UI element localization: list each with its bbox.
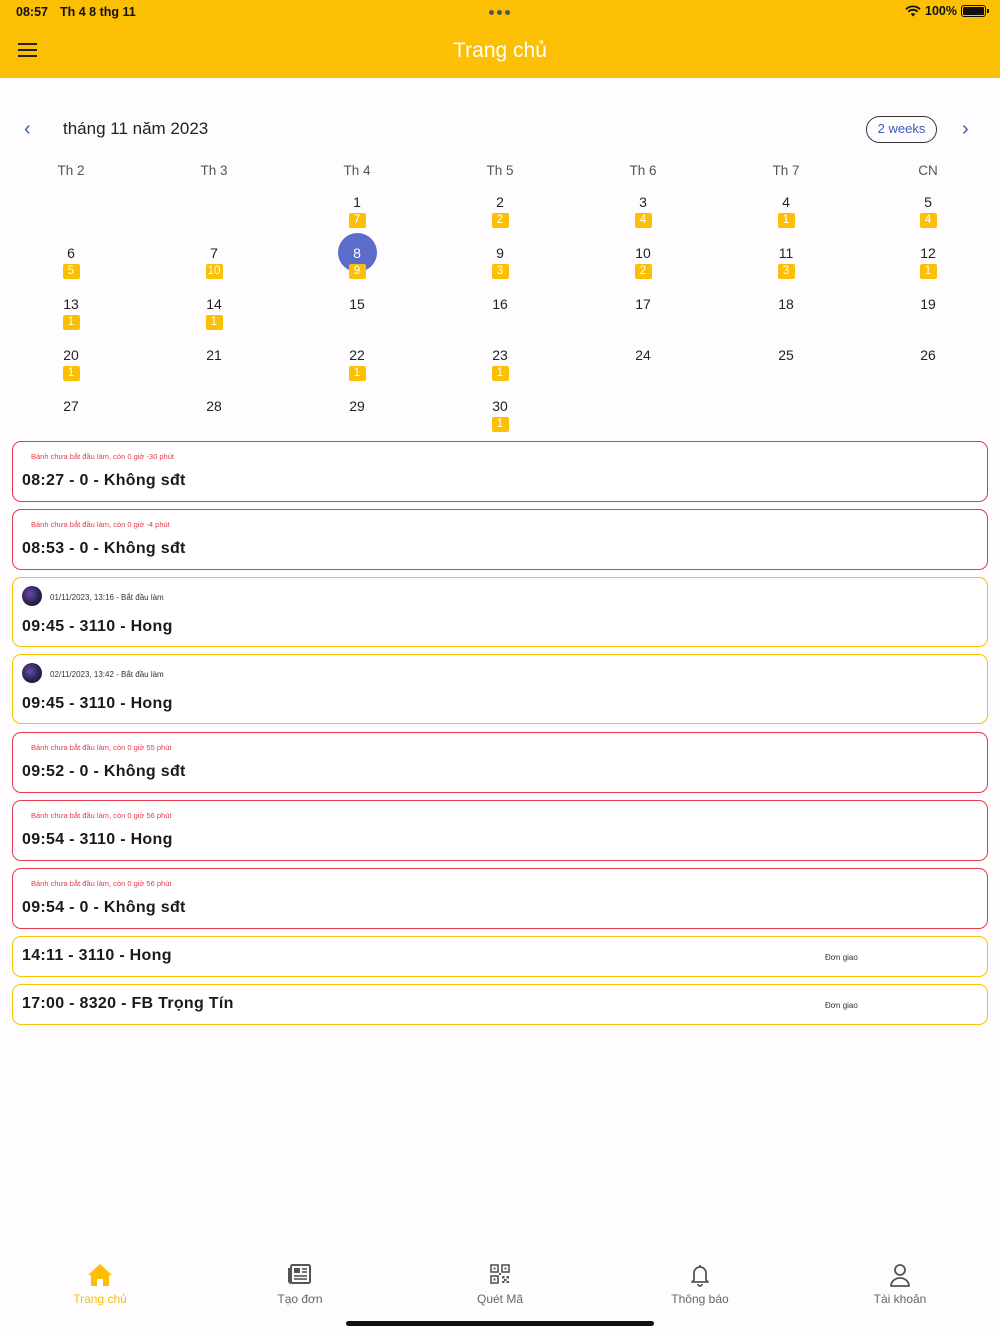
avatar [22, 663, 42, 683]
calendar-day[interactable] [756, 343, 816, 391]
weekday-label: Th 7 [772, 163, 800, 178]
order-count-badge: 5 [63, 264, 80, 279]
calendar-day[interactable] [756, 292, 816, 340]
weekday-label: Th 4 [343, 163, 371, 178]
calendar-day[interactable] [898, 241, 958, 289]
calendar-day[interactable] [470, 292, 530, 340]
calendar-day[interactable] [470, 190, 530, 238]
order-count-badge: 1 [63, 315, 80, 330]
calendar-day[interactable] [184, 292, 244, 340]
day-number: 8 [353, 245, 361, 261]
order-count-badge: 3 [492, 264, 509, 279]
view-toggle-button[interactable]: 2 weeks [866, 116, 937, 143]
day-number: 11 [778, 245, 794, 261]
bell-icon [640, 1262, 760, 1290]
day-number: 29 [349, 398, 365, 414]
day-number: 25 [778, 347, 794, 363]
order-count-badge: 9 [349, 264, 366, 279]
calendar-day[interactable] [470, 241, 530, 289]
status-date: Th 4 8 thg 11 [60, 5, 136, 19]
day-number: 2 [496, 194, 504, 210]
weekday-label: Th 6 [629, 163, 657, 178]
calendar-day[interactable] [184, 343, 244, 391]
nav-item-qr-code[interactable] [440, 1262, 560, 1306]
day-number: 10 [635, 245, 651, 261]
order-count-badge: 7 [349, 213, 366, 228]
home-indicator [346, 1321, 654, 1326]
day-number: 3 [639, 194, 647, 210]
calendar-day[interactable] [184, 241, 244, 289]
day-number: 9 [496, 245, 504, 261]
order-card[interactable] [12, 509, 988, 570]
order-start-meta: 01/11/2023, 13:16 - Bắt đầu làm [50, 593, 164, 602]
order-count-badge: 1 [920, 264, 937, 279]
order-title: 09:45 - 3110 - Hong [22, 618, 173, 635]
day-number: 17 [635, 296, 651, 312]
order-status-note: Bánh chưa bắt đầu làm, còn 0 giờ 56 phút [31, 811, 172, 820]
order-title: 09:45 - 3110 - Hong [22, 695, 173, 712]
status-bar [0, 0, 1000, 24]
calendar-day[interactable] [327, 292, 387, 340]
day-number: 20 [63, 347, 79, 363]
calendar-day[interactable] [41, 241, 101, 289]
newspaper-icon [240, 1262, 360, 1290]
month-label: tháng 11 năm 2023 [63, 119, 209, 138]
day-number: 24 [635, 347, 651, 363]
nav-item-bell[interactable] [640, 1262, 760, 1306]
chevron-left-icon[interactable]: ‹ [24, 118, 31, 140]
order-count-badge: 3 [778, 264, 795, 279]
user-icon [840, 1262, 960, 1290]
calendar-day[interactable] [898, 292, 958, 340]
avatar [22, 586, 42, 606]
calendar-day[interactable] [327, 241, 387, 289]
page-title: Trang chủ [453, 39, 547, 62]
calendar-day[interactable] [41, 394, 101, 442]
calendar-day[interactable] [327, 343, 387, 391]
order-status-note: Bánh chưa bắt đầu làm, còn 0 giờ 56 phút [31, 879, 172, 888]
order-count-badge: 1 [349, 366, 366, 381]
order-card[interactable] [12, 800, 988, 861]
calendar-day[interactable] [613, 190, 673, 238]
nav-item-home[interactable] [40, 1262, 160, 1306]
order-count-badge: 4 [920, 213, 937, 228]
order-count-badge: 1 [206, 315, 223, 330]
order-count-badge: 1 [492, 417, 509, 432]
order-title: 09:52 - 0 - Không sđt [22, 763, 186, 780]
order-title: 14:11 - 3110 - Hong [22, 947, 172, 964]
day-number: 18 [778, 296, 794, 312]
order-title: 09:54 - 3110 - Hong [22, 831, 173, 848]
order-title: 08:53 - 0 - Không sđt [22, 540, 186, 557]
day-number: 15 [349, 296, 365, 312]
chevron-right-icon[interactable]: › [962, 118, 969, 140]
nav-item-label: Quét Mã [476, 1292, 524, 1306]
order-count-badge: 1 [63, 366, 80, 381]
day-number: 28 [206, 398, 222, 414]
status-time: 08:57 [16, 5, 48, 19]
weekday-label: Th 3 [200, 163, 228, 178]
nav-item-user[interactable] [840, 1262, 960, 1306]
order-card[interactable] [12, 936, 988, 977]
nav-item-label: Trang chủ [73, 1292, 127, 1306]
calendar-day[interactable] [470, 343, 530, 391]
calendar-day[interactable] [613, 241, 673, 289]
calendar-grid [0, 190, 1000, 440]
day-number: 12 [920, 245, 936, 261]
order-count-badge: 1 [492, 366, 509, 381]
day-number: 26 [920, 347, 936, 363]
wifi-icon [905, 5, 921, 17]
app-bar [0, 24, 1000, 78]
day-number: 6 [67, 245, 75, 261]
order-title: 08:27 - 0 - Không sđt [22, 472, 186, 489]
order-card[interactable] [12, 441, 988, 502]
day-number: 23 [492, 347, 508, 363]
calendar-day[interactable] [898, 343, 958, 391]
battery-percent: 100% [925, 4, 957, 18]
weekday-label: Th 5 [486, 163, 514, 178]
order-card[interactable] [12, 732, 988, 793]
order-title: 17:00 - 8320 - FB Trọng Tín [22, 995, 234, 1012]
qr-code-icon [440, 1262, 560, 1290]
day-number: 14 [206, 296, 222, 312]
order-count-badge: 1 [778, 213, 795, 228]
calendar-day[interactable] [898, 190, 958, 238]
order-card[interactable] [12, 577, 988, 647]
calendar-day[interactable] [613, 343, 673, 391]
day-number: 7 [210, 245, 218, 261]
battery-icon [961, 5, 986, 17]
order-status-note: Bánh chưa bắt đầu làm, còn 0 giờ 55 phút [31, 743, 172, 752]
calendar-day[interactable] [41, 343, 101, 391]
nav-item-label: Thông báo [671, 1292, 729, 1306]
day-number: 19 [920, 296, 936, 312]
weekday-label: CN [918, 163, 938, 178]
order-count-badge: 2 [635, 264, 652, 279]
calendar-day[interactable] [327, 190, 387, 238]
nav-item-newspaper[interactable] [240, 1262, 360, 1306]
order-card[interactable] [12, 868, 988, 929]
day-number: 27 [63, 398, 79, 414]
order-count-badge: 2 [492, 213, 509, 228]
day-number: 5 [924, 194, 932, 210]
weekday-label: Th 2 [57, 163, 85, 178]
calendar-day[interactable] [470, 394, 530, 442]
delivery-tag: Đơn giao [825, 1001, 858, 1010]
order-title: 09:54 - 0 - Không sđt [22, 899, 186, 916]
calendar-day[interactable] [756, 241, 816, 289]
day-number: 16 [492, 296, 508, 312]
calendar-header [0, 114, 1000, 144]
calendar-day[interactable] [613, 292, 673, 340]
order-status-note: Bánh chưa bắt đầu làm, còn 0 giờ -30 phút [31, 452, 174, 461]
delivery-tag: Đơn giao [825, 953, 858, 962]
day-number: 4 [782, 194, 790, 210]
order-start-meta: 02/11/2023, 13:42 - Bắt đầu làm [50, 670, 164, 679]
calendar-day[interactable] [756, 190, 816, 238]
calendar-day[interactable] [184, 394, 244, 442]
calendar-day[interactable] [327, 394, 387, 442]
calendar-day[interactable] [41, 292, 101, 340]
order-status-note: Bánh chưa bắt đầu làm, còn 0 giờ -4 phút [31, 520, 170, 529]
order-count-badge: 4 [635, 213, 652, 228]
nav-item-label: Tạo đơn [277, 1292, 323, 1306]
order-card[interactable] [12, 984, 988, 1025]
order-card[interactable] [12, 654, 988, 724]
day-number: 13 [63, 296, 79, 312]
order-count-badge: 10 [206, 264, 223, 279]
nav-item-label: Tài khoản [873, 1292, 927, 1306]
day-number: 21 [206, 347, 222, 363]
multitasking-dots-icon[interactable] [489, 10, 510, 15]
day-number: 1 [353, 194, 361, 210]
home-icon [40, 1262, 160, 1290]
weekday-header [0, 163, 1000, 183]
status-right [905, 4, 986, 18]
day-number: 30 [492, 398, 508, 414]
day-number: 22 [349, 347, 365, 363]
